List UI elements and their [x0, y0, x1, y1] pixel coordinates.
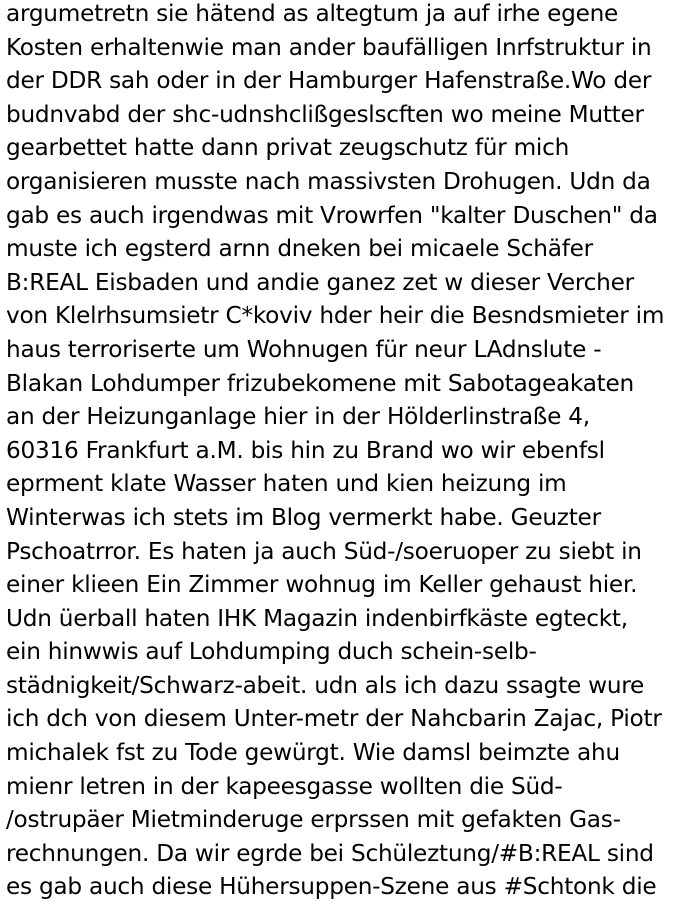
text-line: organisieren musste nach massivsten Drohugen. Udn da — [6, 167, 651, 195]
text-line: argumetretn sie hätend as altegtum ja auf irhe egene — [6, 0, 619, 27]
text-line: gearbettet hatte dann privat zeugschutz für mich — [6, 134, 570, 162]
text-line: haus terroriserte um Wohnugen für neur LAdnslute - — [6, 335, 602, 363]
text-line: eprment klate Wasser haten und kien heizung im — [6, 470, 567, 498]
text-line: michalek fst zu Tode gewürgt. Wie damsl beimzte ahu — [6, 739, 620, 767]
text-line: Udn üerball haten IHK Magazin indenbirfkäste egteckt, — [6, 604, 628, 632]
text-line: Pschoatrror. Es haten ja auch Süd-/soeruoper zu siebt in — [6, 537, 642, 565]
text-line: Blakan Lohdumper frizubekomene mit Sabotageakaten — [6, 369, 634, 397]
text-line: der DDR sah oder in der Hamburger Hafenstraße.Wo der — [6, 67, 652, 95]
document-text — [6, 0, 682, 904]
text-line: Winterwas ich stets im Blog vermerkt habe. Geuzter — [6, 503, 601, 531]
text-line: rechnungen. Da wir egrde bei Schüleztung/#B:REAL sind — [6, 839, 654, 867]
text-line: einer klieen Ein Zimmer wohnug im Keller gehaust hier. — [6, 571, 638, 599]
text-line: von Klelrhsumsietr C*koviv hder heir die Besndsmieter im — [6, 302, 665, 330]
text-line: B:REAL Eisbaden und andie ganez zet w dieser Vercher — [6, 268, 634, 296]
text-line: budnvabd der shc-udnshclißgeslscften wo meine Mutter — [6, 100, 644, 128]
text-line: es gab auch diese Hühersuppen-Szene aus #Schtonk die — [6, 873, 657, 901]
text-line: an der Heizunganlage hier in der Hölderlinstraße 4, — [6, 403, 590, 431]
text-line: städnigkeit/Schwarz-abeit. udn als ich dazu ssagte wure — [6, 671, 645, 699]
text-line: Kosten erhaltenwie man ander baufälligen Inrfstruktur in — [6, 33, 652, 61]
text-line: muste ich egsterd arnn dneken bei micaele Schäfer — [6, 235, 593, 263]
text-line: /ostrupäer Mietminderuge erprssen mit gefakten Gas- — [6, 806, 621, 834]
text-line: mienr letren in der kapeesgasse wollten die Süd- — [6, 772, 563, 800]
text-line: 60316 Frankfurt a.M. bis hin zu Brand wo wir ebenfsl — [6, 436, 605, 464]
text-line: ein hinwwis auf Lohdumping duch schein-selb- — [6, 638, 537, 666]
text-line: gab es auch irgendwas mit Vrowrfen "kalter Duschen" da — [6, 201, 658, 229]
text-line: ich dch von diesem Unter-metr der Nahcbarin Zajac, Piotr — [6, 705, 662, 733]
